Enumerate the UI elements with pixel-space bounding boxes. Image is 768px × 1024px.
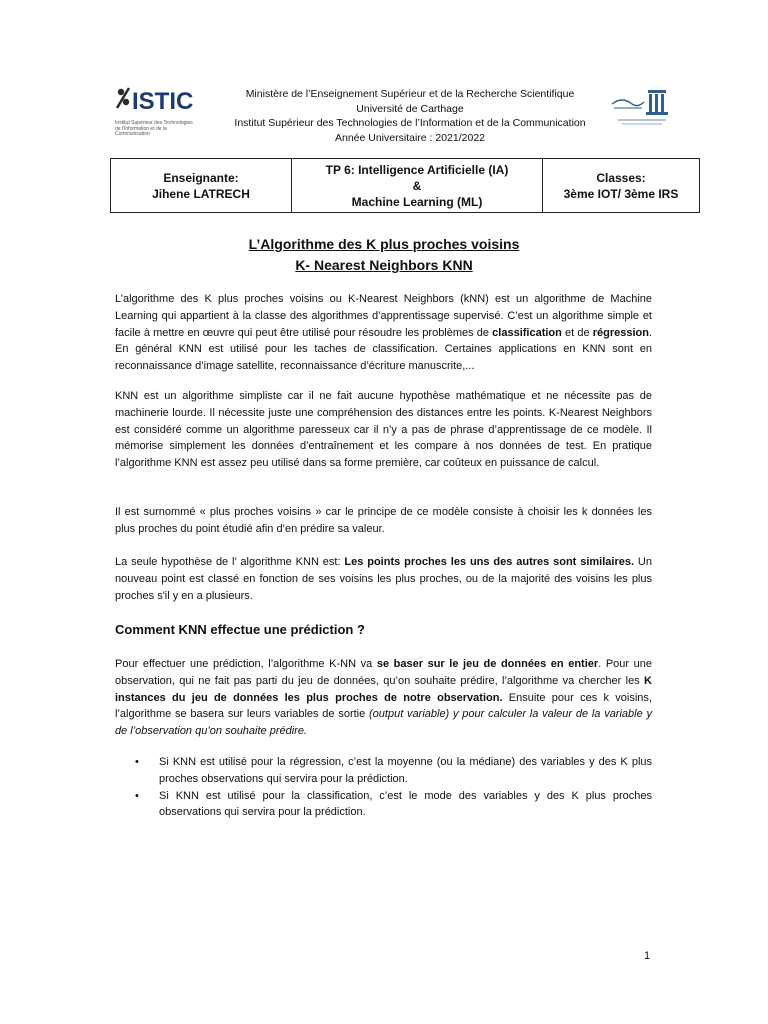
paragraph-nickname: Il est surnommé « plus proches voisins » car le principe de ce modèle consiste à choisir les k données les plus proches du point étudié afin d’en prédire sa valeur. [115,506,652,535]
paragraph-prediction-text: Pour effectuer une prédiction, l’algorithme K-NN va [115,658,377,670]
teacher-label: Enseignante: [163,170,239,185]
tp-ampersand: & [412,178,422,193]
istic-logo-subtitle: Institut Supérieur des Technologies de l'Information et de la Communication [115,120,193,137]
classes-label: Classes: [596,170,646,185]
bullet-icon: • [135,789,139,802]
paragraph-prediction [115,656,652,740]
istic-logo [115,84,195,154]
paragraph-hypothesis [115,554,652,604]
svg-text:ISTIC: ISTIC [132,88,193,114]
paragraph-intro-text-2: et de [561,326,593,339]
classes-cell [543,159,700,213]
tp-subtitle: Machine Learning (ML) [351,194,483,209]
academic-year-line: Année Universitaire : 2021/2022 [334,131,485,144]
paragraph-intro-text-3: . En général KNN est utilisé pour les taches de classification. Certaines applications en KNN sont en reconnaissance d’image satellite, reconnaissance d’écriture manuscrite,... [115,326,653,373]
university-building-icon [608,86,670,130]
paragraph-prediction-text-3: Ensuite pour ces k voisins, l’algorithme se basera sur leurs variables de sortie [115,691,652,721]
bold-hypothesis: Les points proches les uns des autres sont similaires. [344,556,635,568]
document-title: L’Algorithme des K plus proches voisins [248,236,520,252]
bullet-list [115,754,652,821]
paragraph-intro [115,291,652,375]
tp-cell [292,159,543,213]
list-item [115,788,652,822]
document-subtitle: K- Nearest Neighbors KNN [295,257,473,273]
ministry-line: Ministère de l’Enseignement Supérieur et de la Recherche Scientifique [245,88,575,100]
course-info-table [110,158,700,213]
paragraph-hypothesis-text-2: Un nouveau point est classé en fonction de ses voisins les plus proches, ou de la majorité des voisins les plus proches s'il y en a plusieurs. [115,556,652,602]
bold-entire-dataset: se baser sur le jeu de données en entier [376,658,599,670]
bullet-icon: • [135,756,139,768]
italic-output-variable: (output variable) y pour calculer la valeur de la variable y de l’observation qu’on souhaite prédire. [115,708,652,738]
bold-classification: classification [492,326,562,339]
teacher-cell [111,159,292,213]
list-item [115,754,652,788]
university-line: Université de Carthage [356,102,464,115]
istic-logo-mark-icon [115,84,193,114]
paragraph-intro-text: L’algorithme des K plus proches voisins ou K-Nearest Neighbors (kNN) est un algorithme de Machine Learning qui appartient à la classe des algorithmes d’apprentissage supervisé. C’est un algorithme simple et facile à mettre en œuvre qui peut être utilisé pour résoudre les problèmes de [115,293,652,339]
teacher-name: Jihene LATRECH [152,186,250,201]
bullet-text-classification: Si KNN est utilisé pour la classification, c’est le mode des variables y des K plus proches observations qui servira pour la prédiction. [159,789,652,819]
tp-title: TP 6: Intelligence Artificielle (IA) [325,162,509,177]
paragraph-simplistic: KNN est un algorithme simpliste car il ne fait aucune hypothèse mathématique et ne nécessite pas de machinerie lourde. Il nécessite juste une compréhension des distances entre les points. K-Nearest Neighbors est considéré comme un algorithme paresseux car il n’y a pas de phrase d’apprentissage de ce modèle. Il mémorise simplement les données d’entraînement et les compare à nos données de test. En pratique l’algorithme KNN est assez peu utilisé dans sa forme première, car coûteux en puissance de calcul. [115,390,652,470]
bullet-text-regression: Si KNN est utilisé pour la régression, c’est la moyenne (ou la médiane) des variables y des K plus proches observations qui servira pour la prédiction. [159,756,652,785]
paragraph-prediction-text-2: . Pour une observation, qui ne fait pas parti du jeu de données, qu’on souhaite prédire, l’algorithme va chercher les [115,658,652,687]
classes-value: 3ème IOT/ 3ème IRS [563,186,679,201]
bold-regression: régression [592,326,649,339]
university-carthage-logo [608,86,670,130]
institute-line: Institut Supérieur des Technologies de l’Information et de la Communication [234,117,586,129]
page-number: 1 [644,950,651,962]
paragraph-hypothesis-text: La seule hypothèse de l’ algorithme KNN est: [115,556,345,568]
institution-header [210,87,610,145]
section-heading: Comment KNN effectue une prédiction ? [115,622,365,637]
bold-k-instances: K instances du jeu de données les plus proches de notre observation. [115,674,652,704]
